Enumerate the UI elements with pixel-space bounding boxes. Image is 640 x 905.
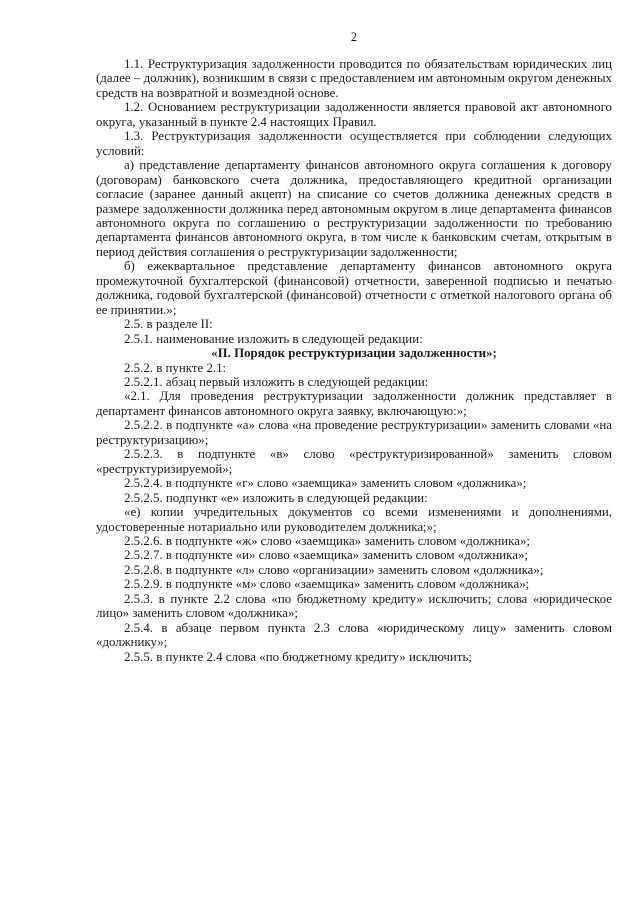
paragraph-2-5-2: 2.5.2. в пункте 2.1:: [124, 360, 227, 375]
paragraph-1-3: 1.3. Реструктуризация задолженности осуществляется при соблюдении следующих условий:: [96, 129, 612, 158]
paragraph-2-5-3: 2.5.3. в пункте 2.2 слова «по бюджетному кредиту» исключить; слова «юридическое лицо» заменить словом «должника»;: [96, 591, 612, 621]
paragraph-quote-2-1: «2.1. Для проведения реструктуризации задолженности должник представляет в департамент финансов автономного округа заявку, включающую:»;: [96, 389, 612, 418]
paragraph-1-3-b: б) ежеквартальное представление департаменту финансов автономного округа промежуточной бухгалтерской (финансовой) отчетности, заверенной подписью и печатью должника, годовой бухгалтерской (финансовой) отчетности с отметкой налогового органа об ее принятии.»;: [96, 259, 612, 317]
paragraph-quote-e: «е) копии учредительных документов со всеми изменениями и дополнениями, удостоверенные нотариально или руководителем должника;»;: [96, 505, 612, 534]
paragraph-2-5-2-8: 2.5.2.8. в подпункте «л» слово «организации» заменить словом «должника»;: [124, 562, 544, 577]
paragraph-2-5-2-1: 2.5.2.1. абзац первый изложить в следующей редакции:: [124, 374, 429, 389]
paragraph-1-2: 1.2. Основанием реструктуризации задолженности является правовой акт автономного округа, указанный в пункте 2.4 настоящих Правил.: [96, 100, 612, 129]
paragraph-1-3-a: а) представление департаменту финансов автономного округа соглашения к договору (договорам) банковского счета должника, предоставляющего кредитной организации согласие (заранее данный акцепт) на списание со счетов должника денежных средств в размере задолженности должника перед автономным округом в лице департамента финансов автономного округа по соглашению о реструктуризации задолженности по требованию департамента финансов автономного округа, в том числе к банковским счетам, открытым в период действия соглашения о реструктуризации задолженности;: [96, 158, 612, 259]
paragraph-2-5-2-2: 2.5.2.2. в подпункте «а» слова «на проведение реструктуризации» заменить словами «на реструктуризацию»;: [96, 418, 612, 447]
paragraph-2-5-2-4: 2.5.2.4. в подпункте «г» слово «заемщика» заменить словом «должника»;: [124, 476, 527, 491]
paragraph-2-5-5: 2.5.5. в пункте 2.4 слова «по бюджетному кредиту» исключить;: [124, 649, 472, 664]
paragraph-2-5-2-7: 2.5.2.7. в подпункте «и» слово «заемщика» заменить словом «должника»;: [124, 548, 528, 563]
section-heading: «II. Порядок реструктуризации задолженности»;: [211, 346, 497, 361]
page-number: 2: [350, 30, 358, 44]
paragraph-1-1: 1.1. Реструктуризация задолженности проводится по обязательствам юридических лиц (далее – должник), возникшим в связи с предоставлением им автономным округом денежных средств на возвратной и возмездной основе.: [96, 57, 612, 100]
paragraph-2-5-2-3: 2.5.2.3. в подпункте «в» слово «реструктуризированной» заменить словом «реструктуризируемой»;: [96, 447, 612, 476]
paragraph-2-5-4: 2.5.4. в абзаце первом пункта 2.3 слова «юридическому лицу» заменить словом «должнику»;: [96, 620, 612, 650]
paragraph-2-5-1: 2.5.1. наименование изложить в следующей редакции:: [124, 331, 423, 346]
paragraph-2-5-2-9: 2.5.2.9. в подпункте «м» слово «заемщика» заменить словом «должника»;: [124, 577, 530, 592]
paragraph-2-5-2-5: 2.5.2.5. подпункт «е» изложить в следующей редакции:: [124, 490, 428, 505]
paragraph-2-5: 2.5. в разделе II:: [124, 317, 213, 332]
paragraph-2-5-2-6: 2.5.2.6. в подпункте «ж» слово «заемщика» заменить словом «должника»;: [124, 533, 530, 548]
